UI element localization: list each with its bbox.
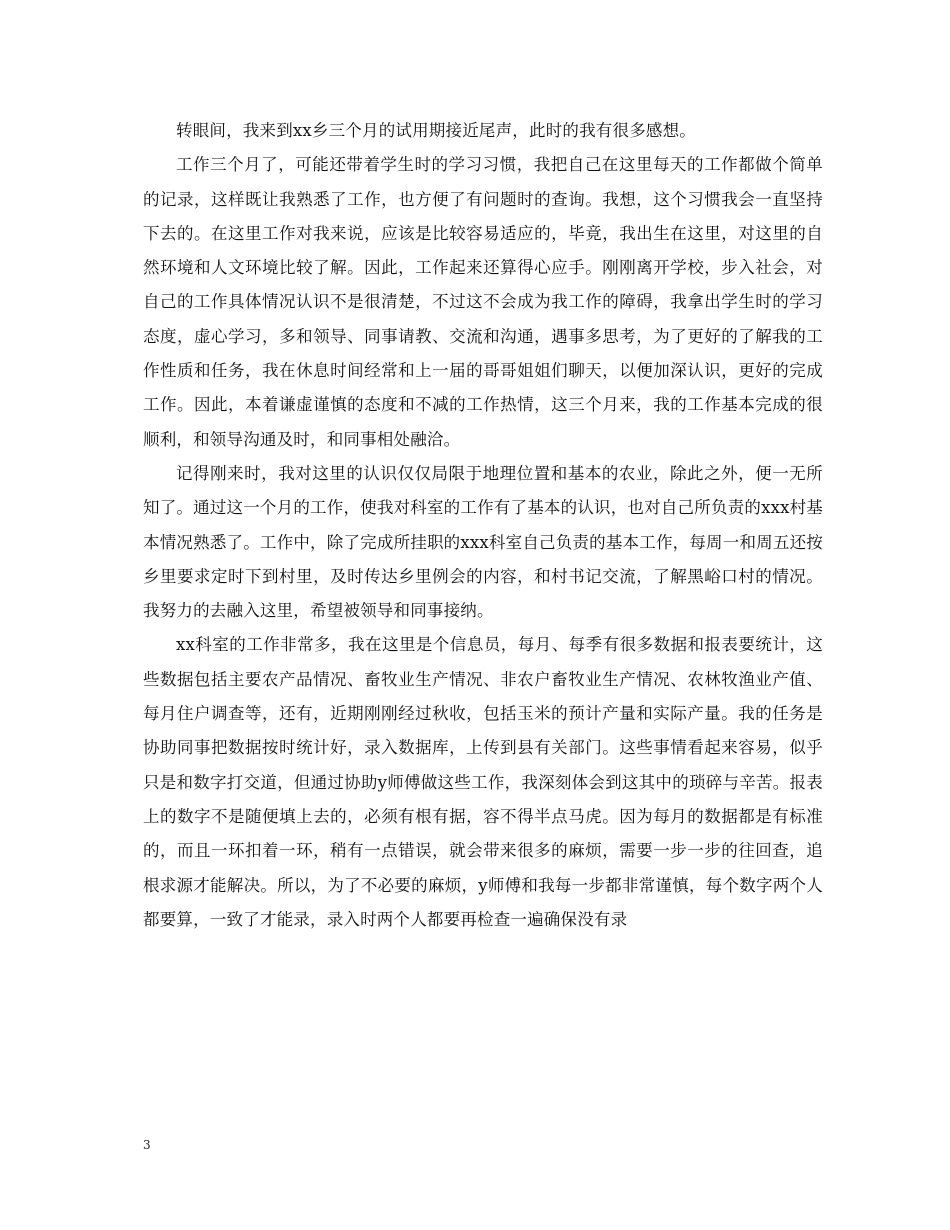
document-body	[143, 114, 823, 937]
paragraph-4: xx科室的工作非常多，我在这里是个信息员，每月、每季有很多数据和报表要统计，这些数据包括主要农产品情况、畜牧业生产情况、非农户畜牧业生产情况、农林牧渔业产值、每月住户调查等，还有，近期刚刚经过秋收，包括玉米的预计产量和实际产量。我的任务是协助同事把数据按时统计好，录入数据库，上传到县有关部门。这些事情看起来容易，似乎只是和数字打交道，但通过协助y师傅做这些工作，我深刻体会到这其中的琐碎与辛苦。报表上的数字不是随便填上去的，必须有根有据，容不得半点马虎。因为每月的数据都是有标准的，而且一环扣着一环，稍有一点错误，就会带来很多的麻烦，需要一步一步的往回查，追根求源才能解决。所以，为了不必要的麻烦，y师傅和我每一步都非常谨慎，每个数字两个人都要算，一致了才能录，录入时两个人都要再检查一遍确保没有录	[143, 635, 823, 929]
paragraph-3: 记得刚来时，我对这里的认识仅仅局限于地理位置和基本的农业，除此之外，便一无所知了。通过这一个月的工作，使我对科室的工作有了基本的认识，也对自己所负责的xxx村基本情况熟悉了。工作中，除了完成所挂职的xxx科室自己负责的基本工作，每周一和周五还按乡里要求定时下到村里，及时传达乡里例会的内容，和村书记交流，了解黑峪口村的情况。我努力的去融入这里，希望被领导和同事接纳。	[143, 463, 823, 621]
paragraph-1: 转眼间，我来到xx乡三个月的试用期接近尾声，此时的我有很多感想。	[176, 121, 697, 140]
page-number: 3	[143, 1138, 151, 1152]
paragraph-2: 工作三个月了，可能还带着学生时的学习习惯，我把自己在这里每天的工作都做个简单的记录，这样既让我熟悉了工作，也方便了有问题时的查询。我想，这个习惯我会一直坚持下去的。在这里工作对我来说，应该是比较容易适应的，毕竟，我出生在这里，对这里的自然环境和人文环境比较了解。因此，工作起来还算得心应手。刚刚离开学校，步入社会，对自己的工作具体情况认识不是很清楚，不过这不会成为我工作的障碍，我拿出学生时的学习态度，虚心学习，多和领导、同事请教、交流和沟通，遇事多思考，为了更好的了解我的工作性质和任务，我在休息时间经常和上一届的哥哥姐姐们聊天，以便加深认识，更好的完成工作。因此，本着谦虚谨慎的态度和不减的工作热情，这三个月来，我的工作基本完成的很顺利，和领导沟通及时，和同事相处融洽。	[143, 155, 823, 449]
